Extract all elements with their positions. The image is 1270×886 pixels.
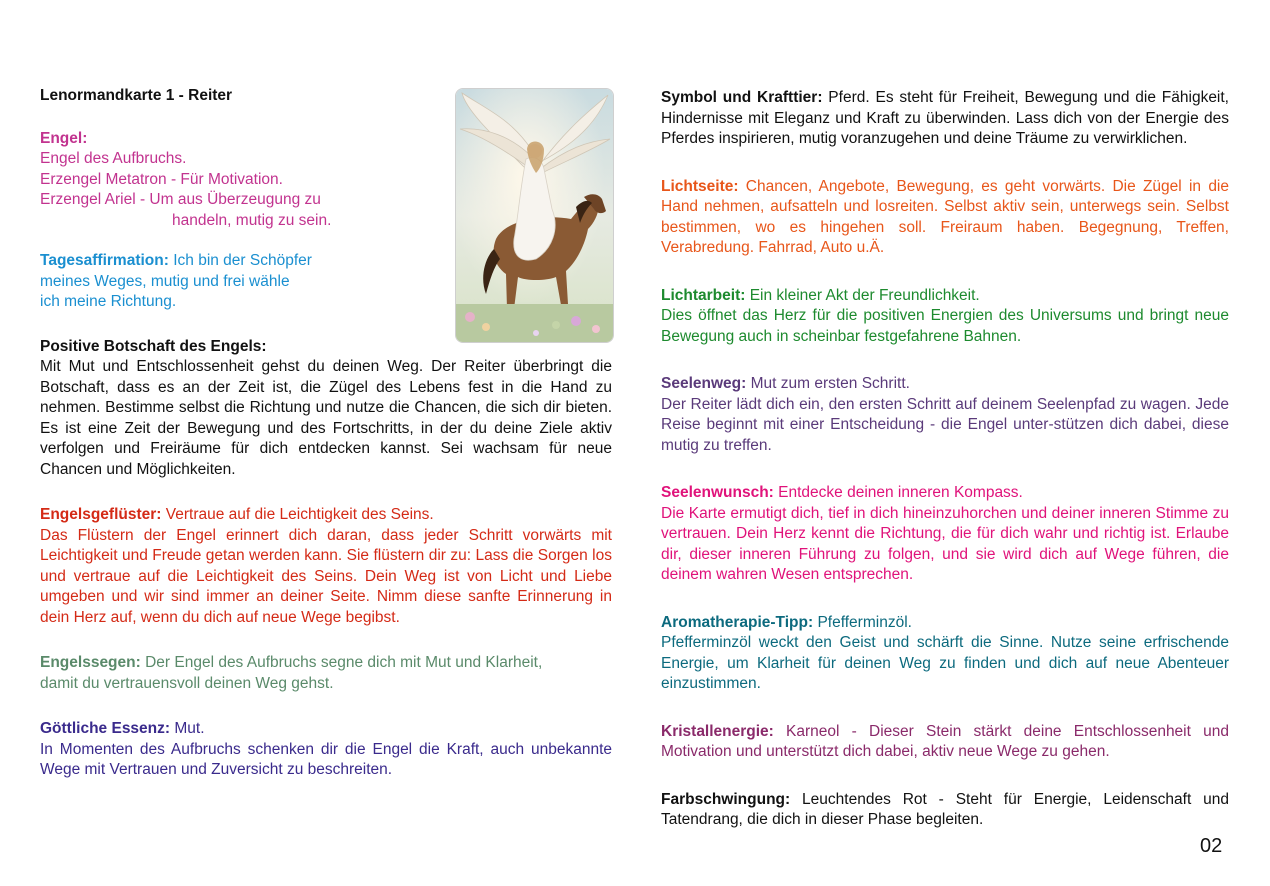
aromatherapie-text: Pfefferminzöl weckt den Geist und schärft die Sinne. Nutze seine erfrischende Energie, um Klarheit für deinen Weg zu finden und dich auf neue Abenteuer einzustimmen. xyxy=(661,634,1229,692)
essenz-text: In Momenten des Aufbruchs schenken dir die Engel die Kraft, auch unbekannte Wege mit Vertrauen und Zuversicht zu beschreiten. xyxy=(40,740,612,778)
botschaft-section xyxy=(40,337,612,481)
tagesaffirmation-section xyxy=(40,251,440,313)
engel-label: Engel: xyxy=(40,129,88,147)
kristallenergie-label: Kristallenergie: xyxy=(661,722,774,740)
engel-line-2: Erzengel Metatron - Für Motivation. xyxy=(40,170,283,188)
tagesaffirmation-text-1: Ich bin der Schöpfer xyxy=(168,252,312,269)
lichtseite-section xyxy=(661,177,1229,259)
farbschwingung-text: Leuchtendes Rot - Steht für Energie, Leidenschaft und Tatendrang, die dich in dieser Phase begleiten. xyxy=(661,790,1229,828)
lichtseite-text: Chancen, Angebote, Bewegung, es geht vorwärts. Die Zügel in die Hand nehmen, aufsatteln und losreiten. Selbst aktiv sein, unterwegs sein. Selbst bestimmen, wo es hingehen soll. Freiraum haben. Begegnung, Treffen, Verabredung. Fahrrad, Auto u.Ä. xyxy=(661,177,1229,256)
engelssegen-section xyxy=(40,653,570,694)
lenormand-card-image xyxy=(455,88,614,343)
engel-line-3: Erzengel Ariel - Um aus Überzeugung zu xyxy=(40,191,321,208)
botschaft-label: Positive Botschaft des Engels: xyxy=(40,337,267,355)
symbol-section xyxy=(661,88,1229,150)
lichtarbeit-text: Dies öffnet das Herz für die positiven Energien des Universums und bringt neue Bewegung auch in scheinbar festgefahrene Bahnen. xyxy=(661,307,1229,345)
seelenwunsch-lead: Entdecke deinen inneren Kompass. xyxy=(773,484,1023,501)
essenz-section xyxy=(40,719,612,781)
engelssegen-text: Der Engel des Aufbruchs segne dich mit Mut und Klarheit, damit du vertrauensvoll deinen Weg gehst. xyxy=(40,654,543,692)
tagesaffirmation-text-2: meines Weges, mutig und frei wähle xyxy=(40,272,290,290)
engelsgefluester-label: Engelsgeflüster: xyxy=(40,506,162,523)
kristallenergie-text: Karneol - Dieser Stein stärkt deine Entschlossenheit und Motivation und unterstützt dich dabei, aktiv neue Wege zu gehen. xyxy=(661,722,1229,760)
seelenweg-label: Seelenweg: xyxy=(661,375,747,392)
right-column xyxy=(661,88,1229,831)
seelenwunsch-section xyxy=(661,483,1229,586)
farbschwingung-label: Farbschwingung: xyxy=(661,790,791,808)
farbschwingung-section xyxy=(661,790,1229,831)
engelsgefluester-section xyxy=(40,505,612,628)
engel-section xyxy=(40,129,440,232)
seelenwunsch-text: Die Karte ermutigt dich, tief in dich hineinzuhorchen und deiner inneren Stimme zu vertrauen. Dein Herz kennt die Richtung, die für dich wahr und richtig ist. Erlaube dir, dieser inneren Führung zu folgen, und sie wird dich auf Wege führen, die deinem wahren Wesen entsprechen. xyxy=(661,504,1229,583)
aromatherapie-label: Aromatherapie-Tipp: xyxy=(661,613,814,631)
lichtarbeit-label: Lichtarbeit: xyxy=(661,286,746,304)
seelenweg-text: Der Reiter lädt dich ein, den ersten Schritt auf deinem Seelenpfad zu wagen. Jede Reise beginnt mit einer Entscheidung - die Engel unter-stützen dich dabei, diese mutig zu treffen. xyxy=(661,395,1229,454)
seelenweg-section xyxy=(661,374,1229,456)
symbol-label: Symbol und Krafttier: xyxy=(661,89,823,106)
botschaft-text: Mit Mut und Entschlossenheit gehst du deinen Weg. Der Reiter überbringt die Botschaft, dass es an der Zeit ist, die Zügel des Lebens fest in die Hand zu nehmen. Bestimme selbst die Richtung und nutze die Chancen, die sich dir bieten. Es ist eine Zeit der Bewegung und des Fortschritts, in der du deine Ziele aktiv verfolgen und Freiräume für dich entdecken kannst. Sei wachsam für neue Chancen und Möglichkeiten. xyxy=(40,358,612,478)
lichtarbeit-section xyxy=(661,286,1229,348)
aromatherapie-section xyxy=(661,613,1229,695)
essenz-lead: Mut. xyxy=(170,720,205,737)
engelssegen-label: Engelssegen: xyxy=(40,654,141,671)
seelenweg-lead: Mut zum ersten Schritt. xyxy=(746,375,910,392)
engelsgefluester-lead: Vertraue auf die Leichtigkeit des Seins. xyxy=(161,506,434,523)
lichtseite-label: Lichtseite: xyxy=(661,177,739,195)
engelsgefluester-text: Das Flüstern der Engel erinnert dich daran, dass jeder Schritt vorwärts mit Leichtigkeit und Freude getan werden kann. Sie flüstern dir zu: Lass die Sorgen los und vertraue auf die Leichtigkeit des Seins. Dein Weg ist von Licht und Liebe umgeben und wir sind immer an deiner Seite. Nimm diese sanfte Erinnerung in dein Herz auf, wenn du dich auf neue Wege begibst. xyxy=(40,526,612,626)
seelenwunsch-label: Seelenwunsch: xyxy=(661,484,774,501)
engel-line-4: handeln, mutig zu sein. xyxy=(172,211,332,229)
symbol-text: Pferd. Es steht für Freiheit, Bewegung und die Fähigkeit, Hindernisse mit Eleganz und Kraft zu überwinden. Lass dich von der Energie des Pferdes inspirieren, mutig voranzugehen und deine Träume zu verwirklichen. xyxy=(661,89,1229,147)
tagesaffirmation-text-3: ich meine Richtung. xyxy=(40,293,177,310)
angel-rider-illustration xyxy=(456,89,613,342)
tagesaffirmation-label: Tagesaffirmation: xyxy=(40,252,169,269)
kristallenergie-section xyxy=(661,722,1229,763)
engel-line-1: Engel des Aufbruchs. xyxy=(40,150,187,167)
lichtarbeit-lead: Ein kleiner Akt der Freundlichkeit. xyxy=(745,286,980,304)
essenz-label: Göttliche Essenz: xyxy=(40,720,171,737)
card-title: Lenormandkarte 1 - Reiter xyxy=(40,87,233,104)
aromatherapie-lead: Pfefferminzöl. xyxy=(813,613,912,631)
page-number: 02 xyxy=(1200,835,1223,857)
